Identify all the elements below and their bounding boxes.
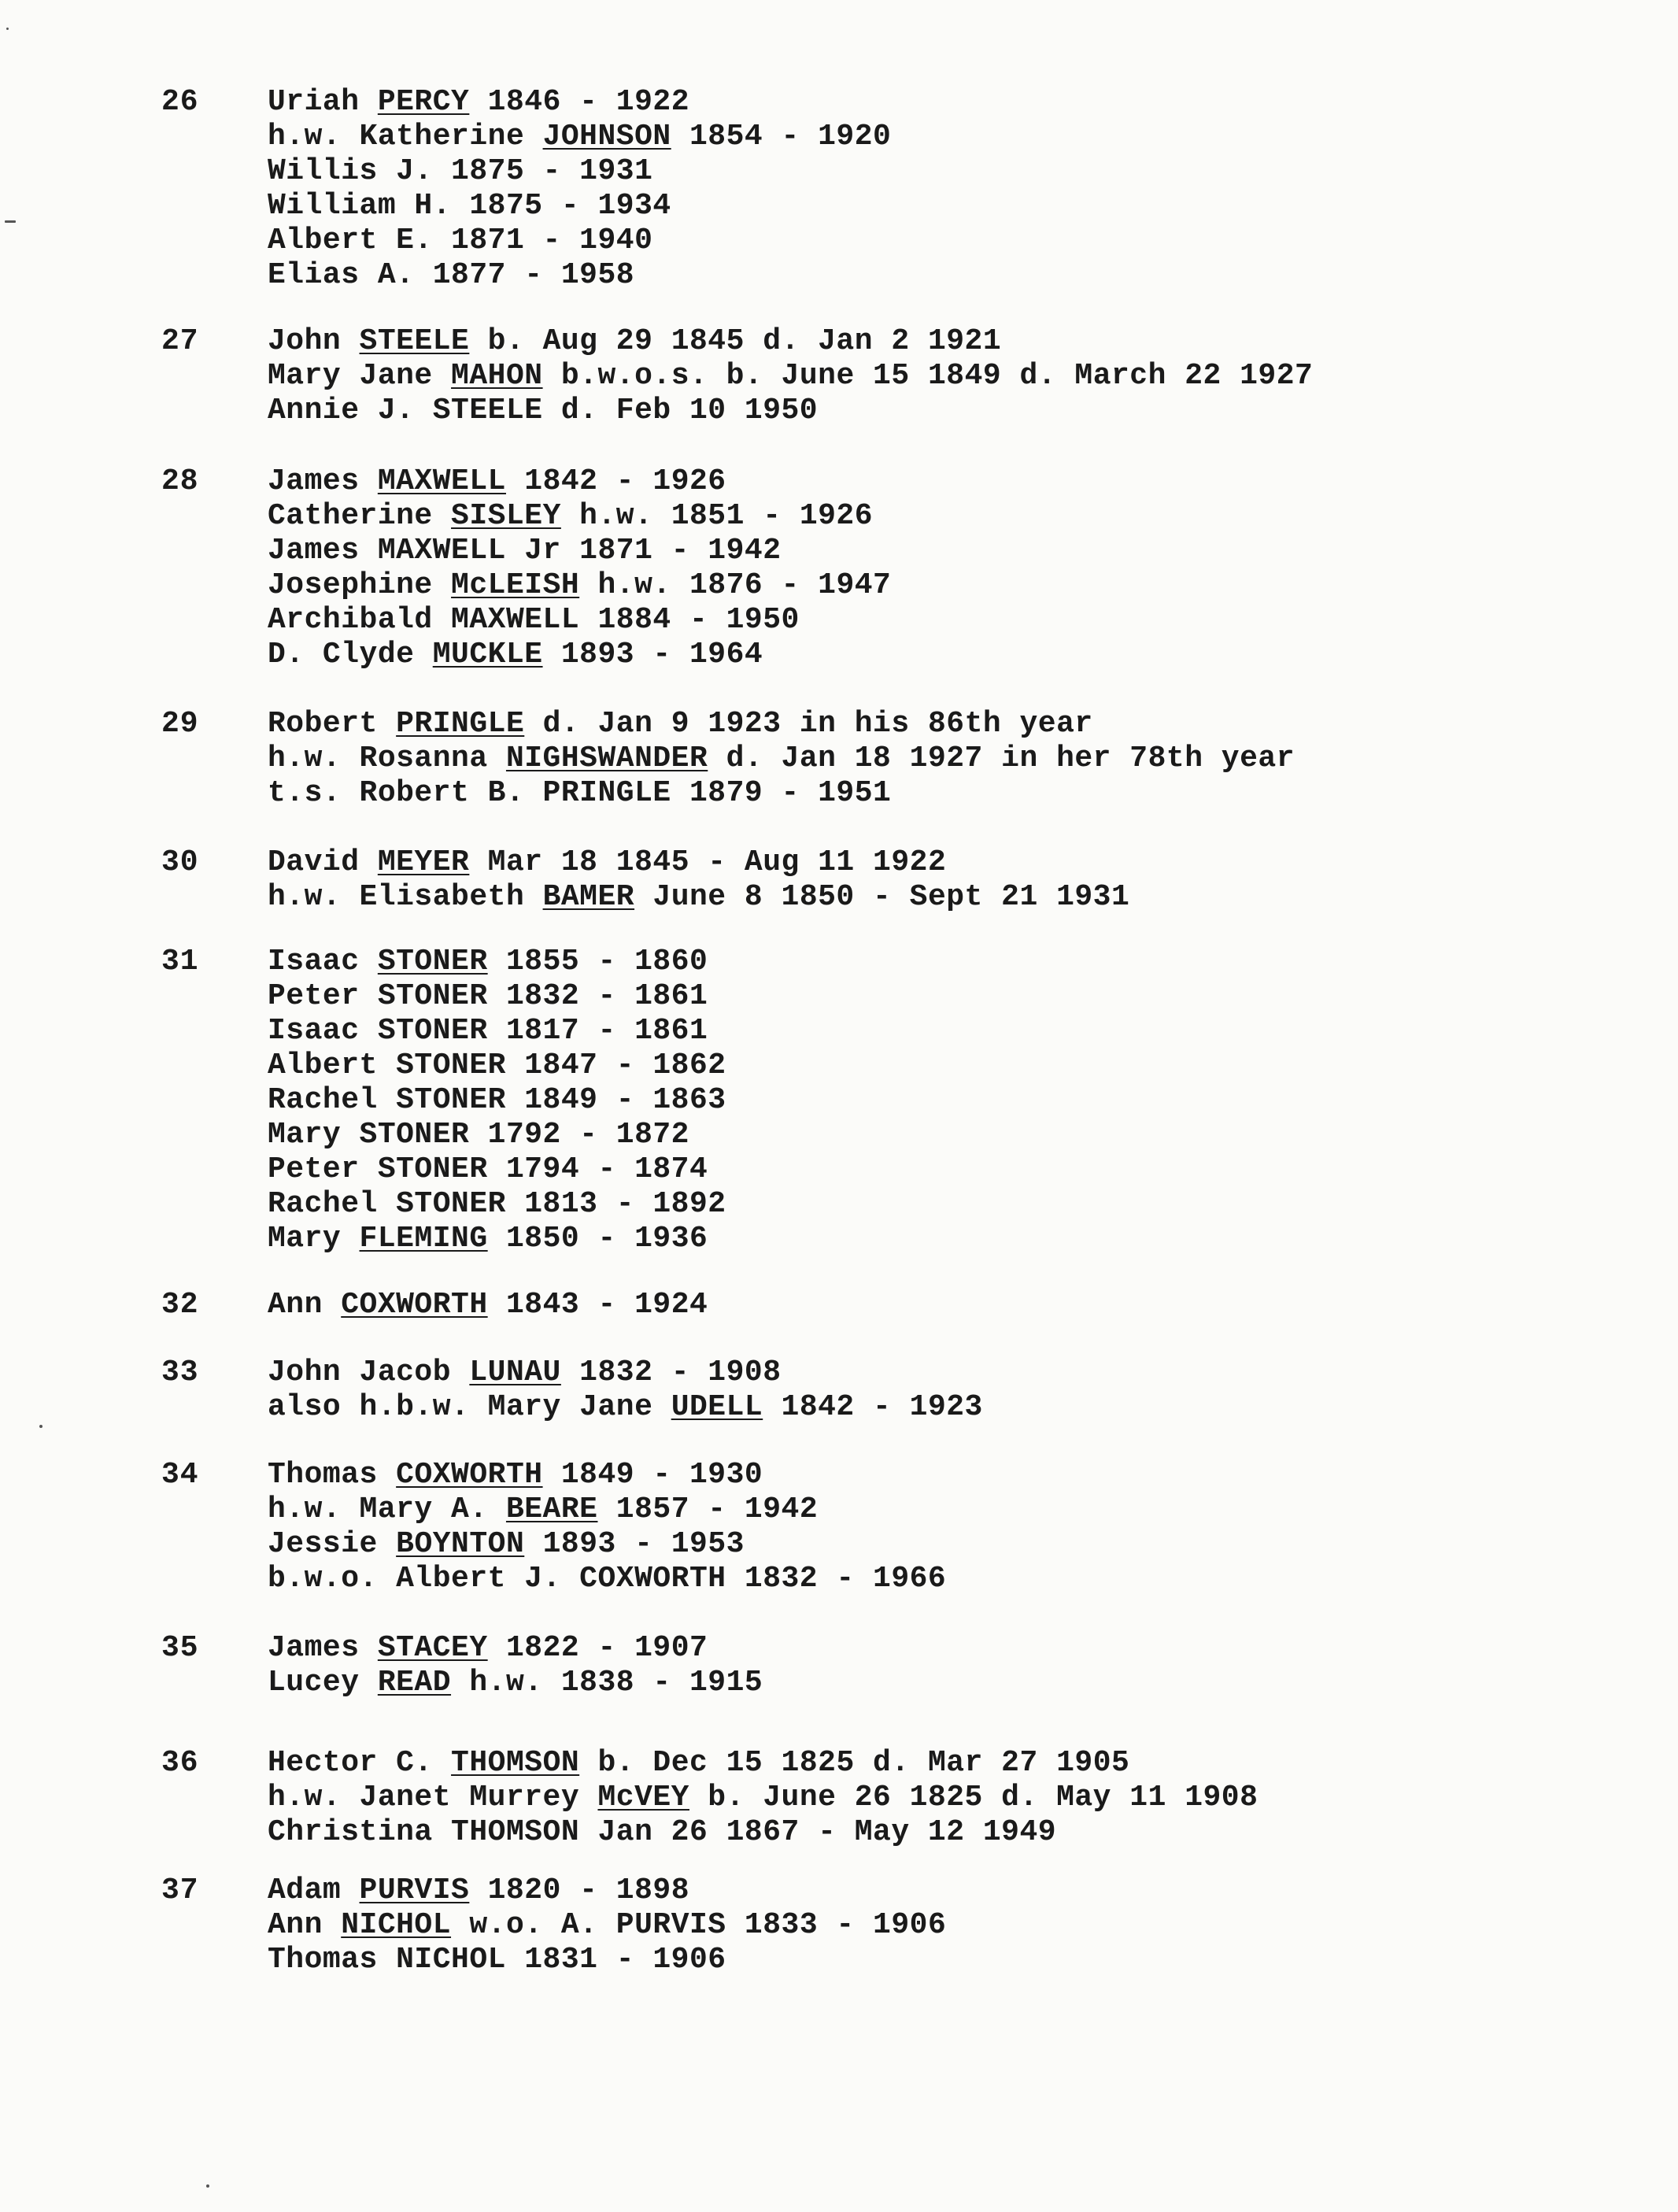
- record-text: 1855 - 1860: [487, 945, 708, 978]
- record-text: Peter STONER 1832 - 1861: [268, 979, 708, 1013]
- record-text: b. Aug 29 1845 d. Jan 2 1921: [469, 324, 1002, 358]
- entry-number: 27: [161, 324, 199, 358]
- record-line: [268, 324, 1313, 359]
- record-text: Hector C.: [268, 1746, 452, 1780]
- record-line: [268, 1049, 726, 1083]
- entry-lines: [268, 845, 1129, 915]
- surname: UDELL: [671, 1390, 763, 1424]
- surname: READ: [377, 1666, 452, 1700]
- entry-number: 26: [161, 85, 199, 119]
- record-text: 1820 - 1898: [469, 1874, 690, 1907]
- record-text: 1850 - 1936: [487, 1222, 708, 1256]
- record-line: [268, 1458, 946, 1493]
- surname: NIGHSWANDER: [505, 742, 708, 775]
- record-text: h.w. 1851 - 1926: [560, 499, 874, 533]
- record-line: [268, 568, 891, 603]
- record-text: Josephine: [268, 568, 452, 602]
- record-text: Robert: [268, 707, 397, 741]
- record-text: Catherine: [268, 499, 452, 533]
- record-line: [268, 845, 1129, 880]
- record-text: Uriah: [268, 85, 378, 119]
- record-text: 1849 - 1930: [542, 1458, 763, 1492]
- record-text: t.s. Robert B. PRINGLE 1879 - 1951: [268, 776, 892, 810]
- surname: STONER: [377, 945, 488, 978]
- record-text: Willis J. 1875 - 1931: [268, 154, 653, 188]
- surname: BEARE: [505, 1493, 598, 1526]
- entry-number: 36: [161, 1746, 199, 1780]
- entry-lines: [268, 1746, 1258, 1850]
- surname: COXWORTH: [341, 1288, 488, 1322]
- record-text: 1842 - 1926: [505, 464, 726, 498]
- record-text: 1843 - 1924: [487, 1288, 708, 1322]
- record-line: [268, 1908, 946, 1943]
- surname: JOHNSON: [542, 120, 671, 154]
- record-text: h.w. Elisabeth: [268, 880, 543, 914]
- entry-lines: [268, 1631, 763, 1700]
- entry-lines: [268, 1356, 983, 1425]
- entry-number: 33: [161, 1356, 199, 1389]
- record-text: h.w. Janet Murrey: [268, 1781, 598, 1814]
- record-text: h.w. Mary A.: [268, 1493, 506, 1526]
- record-text: D. Clyde: [268, 638, 433, 671]
- record-text: John Jacob: [268, 1356, 470, 1389]
- record-line: [268, 707, 1295, 742]
- surname: McVEY: [597, 1781, 689, 1814]
- surname: MAHON: [451, 359, 543, 393]
- record-line: [268, 189, 891, 224]
- record-line: [268, 1666, 763, 1700]
- record-text: h.w. 1876 - 1947: [579, 568, 892, 602]
- entry-number: 28: [161, 464, 199, 498]
- record-text: Annie J. STEELE d. Feb 10 1950: [268, 394, 819, 427]
- record-text: Isaac STONER 1817 - 1861: [268, 1014, 708, 1048]
- record-text: Jessie: [268, 1527, 397, 1561]
- record-text: 1832 - 1908: [560, 1356, 782, 1389]
- surname: STACEY: [377, 1631, 488, 1665]
- record-line: [268, 1222, 726, 1256]
- record-text: 1842 - 1923: [763, 1390, 983, 1424]
- record-text: Albert STONER 1847 - 1862: [268, 1049, 726, 1082]
- entry-lines: [268, 324, 1313, 428]
- entry-lines: [268, 1458, 946, 1596]
- record-line: [268, 1152, 726, 1187]
- scan-speck: [6, 28, 9, 30]
- record-text: 1854 - 1920: [671, 120, 892, 154]
- record-line: [268, 258, 891, 293]
- record-text: Elias A. 1877 - 1958: [268, 258, 635, 292]
- record-text: b. Dec 15 1825 d. Mar 27 1905: [579, 1746, 1130, 1780]
- record-text: 1893 - 1953: [524, 1527, 745, 1561]
- entry-number: 30: [161, 845, 199, 879]
- record-text: Mary Jane: [268, 359, 452, 393]
- record-text: 1893 - 1964: [542, 638, 763, 671]
- record-text: June 8 1850 - Sept 21 1931: [634, 880, 1130, 914]
- record-text: Mar 18 1845 - Aug 11 1922: [469, 845, 947, 879]
- entry-number: 32: [161, 1288, 199, 1322]
- surname: THOMSON: [451, 1746, 580, 1780]
- record-line: [268, 1874, 946, 1908]
- record-text: Ann: [268, 1288, 342, 1322]
- surname: BOYNTON: [396, 1527, 525, 1561]
- record-text: Rachel STONER 1849 - 1863: [268, 1083, 726, 1117]
- record-text: Albert E. 1871 - 1940: [268, 224, 653, 257]
- surname: NICHOL: [341, 1908, 452, 1942]
- entry-lines: [268, 945, 726, 1256]
- record-line: [268, 224, 891, 258]
- entry-number: 37: [161, 1874, 199, 1907]
- surname: COXWORTH: [396, 1458, 543, 1492]
- record-line: [268, 1562, 946, 1596]
- record-line: [268, 464, 891, 499]
- record-line: [268, 499, 891, 534]
- record-text: Thomas: [268, 1458, 397, 1492]
- record-text: d. Jan 9 1923 in his 86th year: [524, 707, 1093, 741]
- record-text: w.o. A. PURVIS 1833 - 1906: [451, 1908, 947, 1942]
- record-line: [268, 979, 726, 1014]
- record-text: h.w. Rosanna: [268, 742, 506, 775]
- record-text: James: [268, 1631, 378, 1665]
- record-line: [268, 945, 726, 979]
- record-line: [268, 880, 1129, 915]
- record-line: [268, 638, 891, 672]
- record-text: John: [268, 324, 360, 358]
- entry-number: 35: [161, 1631, 199, 1665]
- record-line: [268, 1083, 726, 1118]
- surname: PURVIS: [359, 1874, 470, 1907]
- record-text: Isaac: [268, 945, 378, 978]
- record-text: also h.b.w. Mary Jane: [268, 1390, 671, 1424]
- record-line: [268, 1118, 726, 1152]
- record-line: [268, 1493, 946, 1527]
- entry-lines: [268, 707, 1295, 811]
- record-line: [268, 534, 891, 568]
- record-line: [268, 1815, 1258, 1850]
- record-line: [268, 742, 1295, 776]
- record-text: James MAXWELL Jr 1871 - 1942: [268, 534, 782, 568]
- record-text: b.w.o. Albert J. COXWORTH 1832 - 1966: [268, 1562, 947, 1596]
- surname: MUCKLE: [432, 638, 543, 671]
- record-text: b. June 26 1825 d. May 11 1908: [689, 1781, 1258, 1814]
- record-text: James: [268, 464, 378, 498]
- record-text: 1846 - 1922: [469, 85, 690, 119]
- surname: BAMER: [542, 880, 635, 914]
- record-line: [268, 394, 1313, 428]
- record-text: Christina THOMSON Jan 26 1867 - May 12 1949: [268, 1815, 1057, 1849]
- record-text: William H. 1875 - 1934: [268, 189, 671, 223]
- surname: MEYER: [377, 845, 470, 879]
- surname: STEELE: [359, 324, 470, 358]
- entry-lines: [268, 85, 891, 293]
- record-line: [268, 154, 891, 189]
- surname: FLEMING: [359, 1222, 488, 1256]
- scan-mark: [5, 220, 16, 223]
- record-line: [268, 1527, 946, 1562]
- record-line: [268, 1390, 983, 1425]
- record-line: [268, 603, 891, 638]
- entry-lines: [268, 1288, 708, 1322]
- surname: LUNAU: [469, 1356, 561, 1389]
- surname: PRINGLE: [396, 707, 525, 741]
- record-text: b.w.o.s. b. June 15 1849 d. March 22 1927: [542, 359, 1314, 393]
- record-text: Lucey: [268, 1666, 378, 1700]
- record-text: Archibald MAXWELL 1884 - 1950: [268, 603, 800, 637]
- record-line: [268, 120, 891, 154]
- surname: PERCY: [377, 85, 470, 119]
- record-line: [268, 1631, 763, 1666]
- record-text: h.w. Katherine: [268, 120, 543, 154]
- entry-number: 29: [161, 707, 199, 741]
- record-line: [268, 1943, 946, 1977]
- record-line: [268, 359, 1313, 394]
- record-line: [268, 1187, 726, 1222]
- entry-number: 31: [161, 945, 199, 978]
- record-text: David: [268, 845, 378, 879]
- record-line: [268, 1288, 708, 1322]
- record-line: [268, 1356, 983, 1390]
- entry-lines: [268, 1874, 946, 1977]
- record-text: Rachel STONER 1813 - 1892: [268, 1187, 726, 1221]
- surname: SISLEY: [451, 499, 561, 533]
- record-line: [268, 85, 891, 120]
- record-line: [268, 1781, 1258, 1815]
- record-line: [268, 776, 1295, 811]
- record-text: h.w. 1838 - 1915: [451, 1666, 763, 1700]
- surname: McLEISH: [451, 568, 580, 602]
- record-text: 1822 - 1907: [487, 1631, 708, 1665]
- record-text: Peter STONER 1794 - 1874: [268, 1152, 708, 1186]
- record-text: Thomas NICHOL 1831 - 1906: [268, 1943, 726, 1977]
- record-text: Adam: [268, 1874, 360, 1907]
- scan-speck: [206, 2184, 209, 2188]
- scan-speck: [39, 1425, 43, 1428]
- entry-number: 34: [161, 1458, 199, 1492]
- record-text: d. Jan 18 1927 in her 78th year: [708, 742, 1295, 775]
- record-text: Mary STONER 1792 - 1872: [268, 1118, 689, 1152]
- record-text: 1857 - 1942: [597, 1493, 819, 1526]
- record-line: [268, 1014, 726, 1049]
- record-text: Mary: [268, 1222, 360, 1256]
- surname: MAXWELL: [377, 464, 506, 498]
- entry-lines: [268, 464, 891, 672]
- record-line: [268, 1746, 1258, 1781]
- record-text: Ann: [268, 1908, 342, 1942]
